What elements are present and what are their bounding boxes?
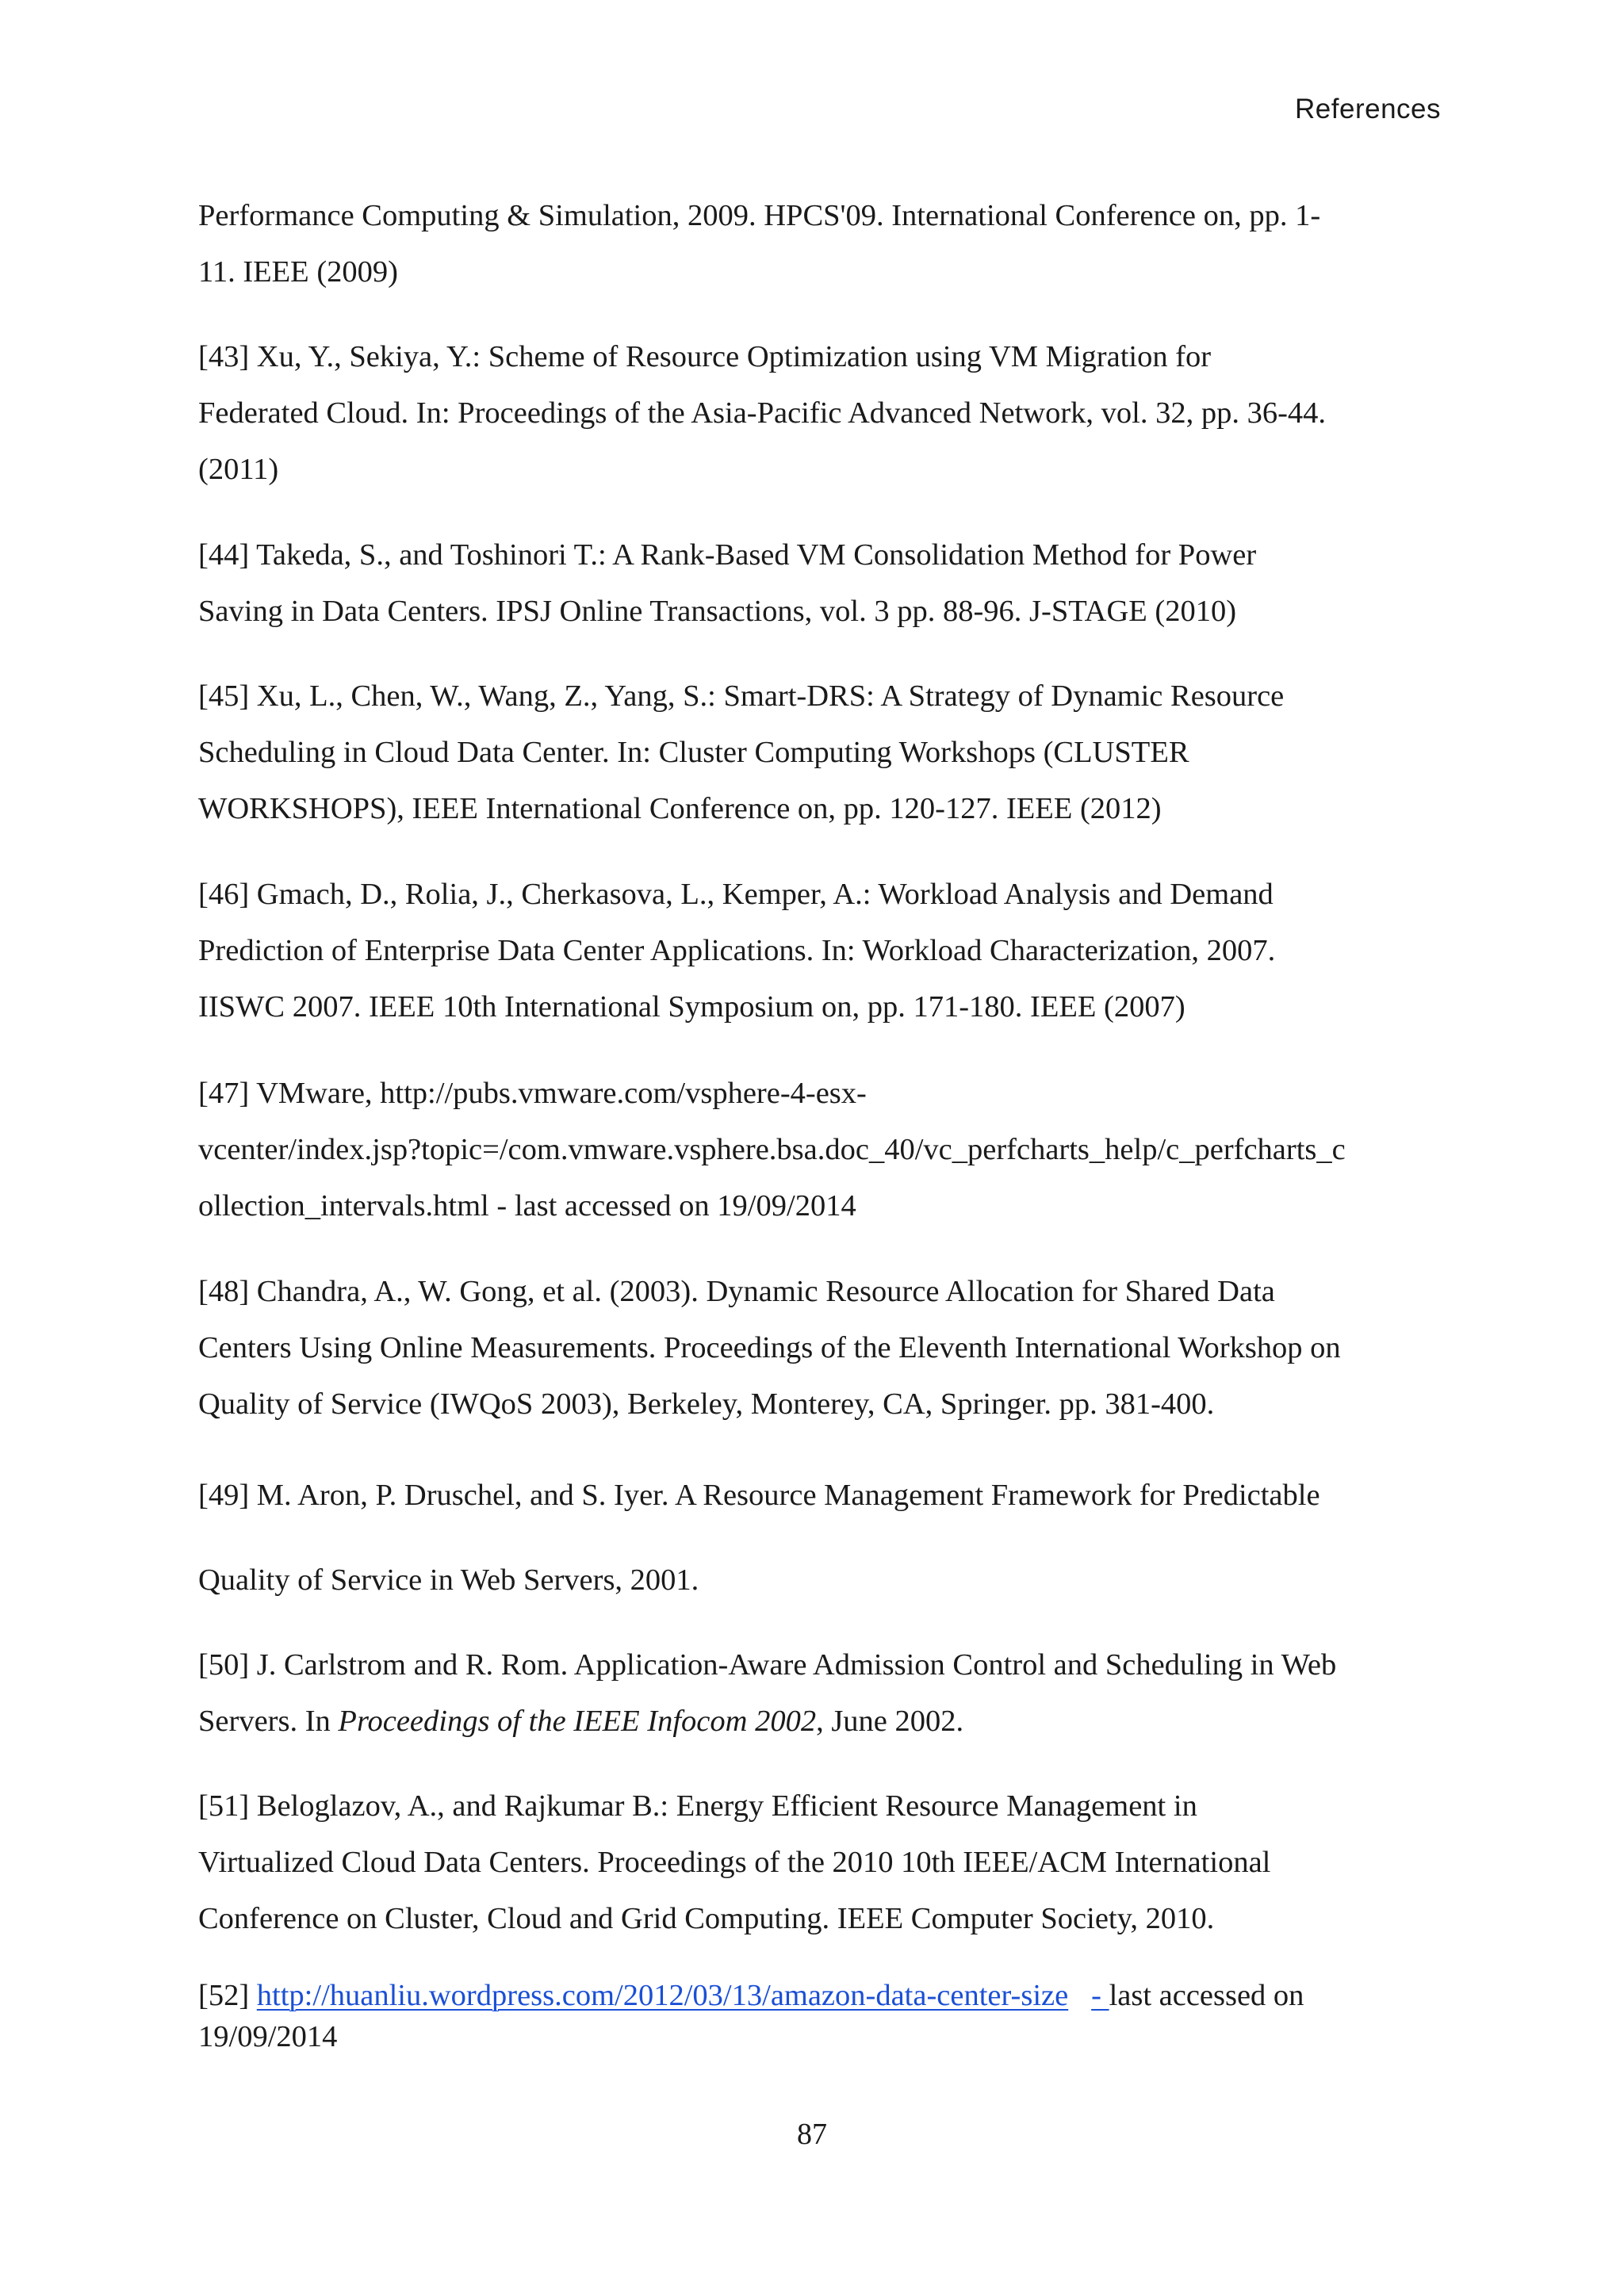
reference-line xyxy=(198,1693,1443,1750)
page-number: 87 xyxy=(797,2118,827,2151)
reference-line: [49] M. Aron, P. Druschel, and S. Iyer. A Resource Management Framework for Predictable xyxy=(198,1479,1320,1512)
reference-51 xyxy=(198,1778,1443,1947)
reference-47 xyxy=(198,1066,1443,1234)
reference-label: [52] xyxy=(198,1979,257,2012)
reference-line: Saving in Data Centers. IPSJ Online Transactions, vol. 3 pp. 88-96. J-STAGE (2010) xyxy=(198,595,1237,628)
reference-line: IISWC 2007. IEEE 10th International Symposium on, pp. 171-180. IEEE (2007) xyxy=(198,990,1185,1024)
reference-line: Virtualized Cloud Data Centers. Proceedings of the 2010 10th IEEE/ACM International xyxy=(198,1846,1271,1879)
reference-line: WORKSHOPS), IEEE International Conference on, pp. 120-127. IEEE (2012) xyxy=(198,792,1162,825)
reference-line: Scheduling in Cloud Data Center. In: Cluster Computing Workshops (CLUSTER xyxy=(198,736,1189,769)
reference-52 xyxy=(198,1975,1443,2057)
reference-45 xyxy=(198,668,1443,837)
proceedings-title: Proceedings of the IEEE Infocom 2002 xyxy=(338,1705,817,1738)
reference-48 xyxy=(198,1264,1443,1433)
reference-line: vcenter/index.jsp?topic=/com.vmware.vsphere.bsa.doc_40/vc_perfcharts_help/c_perfcharts_c xyxy=(198,1133,1346,1166)
reference-line: [51] Beloglazov, A., and Rajkumar B.: Energy Efficient Resource Management in xyxy=(198,1789,1197,1823)
reference-text: Servers. In xyxy=(198,1705,339,1738)
reference-44 xyxy=(198,527,1443,640)
reference-line: 11. IEEE (2009) xyxy=(198,255,398,289)
reference-line: [45] Xu, L., Chen, W., Wang, Z., Yang, S.: Smart-DRS: A Strategy of Dynamic Resource xyxy=(198,679,1285,713)
reference-line: Quality of Service (IWQoS 2003), Berkeley, Monterey, CA, Springer. pp. 381-400. xyxy=(198,1387,1215,1421)
reference-text: , June 2002. xyxy=(816,1705,964,1738)
reference-text: last accessed on xyxy=(1109,1979,1304,2012)
reference-line: 19/09/2014 xyxy=(198,2020,338,2053)
reference-url-link[interactable]: http://huanliu.wordpress.com/2012/03/13/amazon-data-center-size xyxy=(256,1979,1069,2012)
reference-line: [48] Chandra, A., W. Gong, et al. (2003). Dynamic Resource Allocation for Shared Data xyxy=(198,1275,1275,1308)
dash-link[interactable]: - xyxy=(1091,1979,1109,2012)
reference-line: [50] J. Carlstrom and R. Rom. Application-Aware Admission Control and Scheduling in Web xyxy=(198,1648,1337,1682)
reference-line: [43] Xu, Y., Sekiya, Y.: Scheme of Resource Optimization using VM Migration for xyxy=(198,340,1212,373)
reference-line: Centers Using Online Measurements. Proceedings of the Eleventh International Workshop on xyxy=(198,1331,1341,1364)
reference-line xyxy=(198,1975,1443,2016)
reference-line: [46] Gmach, D., Rolia, J., Cherkasova, L., Kemper, A.: Workload Analysis and Demand xyxy=(198,878,1274,911)
reference-50 xyxy=(198,1637,1443,1750)
reference-line: Federated Cloud. In: Proceedings of the Asia-Pacific Advanced Network, vol. 32, pp. 36-44. xyxy=(198,396,1327,430)
reference-46 xyxy=(198,867,1443,1035)
reference-line: Conference on Cluster, Cloud and Grid Computing. IEEE Computer Society, 2010. xyxy=(198,1902,1215,1935)
reference-line: Performance Computing & Simulation, 2009. HPCS'09. International Conference on, pp. 1- xyxy=(198,199,1321,232)
reference-line: (2011) xyxy=(198,453,279,486)
reference-line: Prediction of Enterprise Data Center Applications. In: Workload Characterization, 2007. xyxy=(198,934,1276,967)
running-header: References xyxy=(1295,94,1441,124)
reference-line: Quality of Service in Web Servers, 2001. xyxy=(198,1563,699,1597)
reference-42-continued xyxy=(198,188,1443,300)
reference-line: [44] Takeda, S., and Toshinori T.: A Rank-Based VM Consolidation Method for Power xyxy=(198,538,1257,572)
reference-line: ollection_intervals.html - last accessed on 19/09/2014 xyxy=(198,1189,856,1223)
reference-43 xyxy=(198,329,1443,498)
reference-49-line2 xyxy=(198,1552,1443,1609)
reference-line: [47] VMware, http://pubs.vmware.com/vsphere-4-esx- xyxy=(198,1077,867,1110)
reference-49 xyxy=(198,1468,1443,1524)
